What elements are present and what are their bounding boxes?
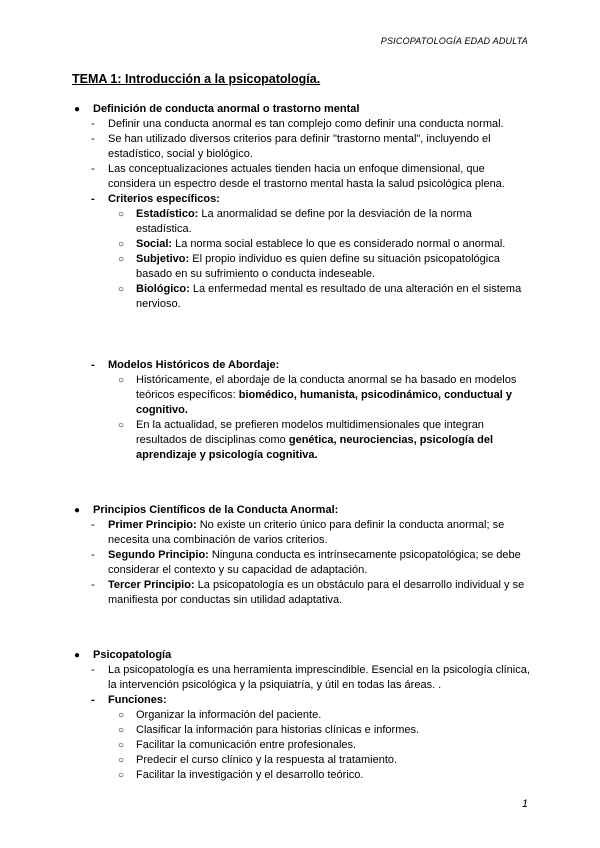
- list-item: ○ Subjetivo: El propio individuo es quien define su situación psicopatológica basado en su sufrimiento o conducta indeseable.: [118, 253, 500, 280]
- circle-bullet-icon: ○: [118, 755, 125, 766]
- dash-icon: -: [91, 193, 95, 205]
- list-item: ○ Predecir el curso clínico y la respuesta al tratamiento.: [118, 754, 398, 766]
- list-item: ○ Clasificar la información para historias clínicas e informes.: [118, 724, 420, 736]
- spacer: [0, 463, 600, 503]
- list-item: ○ En la actualidad, se prefieren modelos multidimensionales que integran resultados de disciplinas como genética, neurociencias, psicología del aprendizaje y psicología cognitiva.: [118, 419, 494, 461]
- list-item: ○ Estadístico: La anormalidad se define por la desviación de la norma estadística.: [118, 208, 472, 235]
- circle-bullet-icon: ○: [118, 209, 125, 220]
- spacer: [0, 608, 600, 648]
- dash-icon: -: [91, 359, 95, 371]
- list-item: ○ Históricamente, el abordaje de la conducta anormal se ha basado en modelos teóricos específicos: biomédico, humanista, psicodinámico, conductual y cognitivo.: [118, 374, 517, 416]
- subheading-modelos: - Modelos Históricos de Abordaje:: [91, 359, 280, 371]
- dash-icon: -: [91, 579, 95, 591]
- dash-icon: -: [91, 694, 95, 706]
- running-header: PSICOPATOLOGÍA EDAD ADULTA: [380, 36, 528, 46]
- circle-bullet-icon: ○: [118, 420, 125, 431]
- list-item: ○ Social: La norma social establece lo que es considerado normal o anormal.: [118, 238, 506, 250]
- list-item: - Definir una conducta anormal es tan complejo como definir una conducta normal.: [91, 118, 504, 130]
- dash-icon: -: [91, 549, 95, 561]
- list-item: ○ Organizar la información del paciente.: [118, 709, 322, 721]
- bullet-icon: ●: [74, 104, 81, 115]
- list-item: ○ Facilitar la investigación y el desarrollo teórico.: [118, 769, 364, 781]
- section-heading-principios: ● Principios Científicos de la Conducta Anormal:: [74, 504, 339, 516]
- bullet-icon: ●: [74, 650, 81, 661]
- dash-icon: -: [91, 163, 95, 175]
- list-item: ○ Facilitar la comunicación entre profesionales.: [118, 739, 357, 751]
- list-item: - Tercer Principio: La psicopatología es un obstáculo para el desarrollo individual y se manifiesta por conductas sin utilidad adaptativa.: [91, 579, 525, 606]
- circle-bullet-icon: ○: [118, 239, 125, 250]
- circle-bullet-icon: ○: [118, 770, 125, 781]
- spacer: [0, 312, 600, 358]
- list-item: - Primer Principio: No existe un criterio único para definir la conducta anormal; se necesita una combinación de varios criterios.: [91, 519, 505, 546]
- circle-bullet-icon: ○: [118, 725, 125, 736]
- section-heading-definicion: ● Definición de conducta anormal o trastorno mental: [74, 103, 360, 115]
- page-title: TEMA 1: Introducción a la psicopatología.: [72, 72, 321, 86]
- subheading-funciones: - Funciones:: [91, 694, 167, 706]
- document-body: [0, 102, 600, 783]
- page-number: 1: [521, 798, 528, 810]
- dash-icon: -: [91, 519, 95, 531]
- dash-icon: -: [91, 118, 95, 130]
- section-heading-psicopatologia: ● Psicopatología: [74, 649, 172, 661]
- dash-icon: -: [91, 133, 95, 145]
- circle-bullet-icon: ○: [118, 740, 125, 751]
- circle-bullet-icon: ○: [118, 254, 125, 265]
- circle-bullet-icon: ○: [118, 375, 125, 386]
- list-item: ○ Biológico: La enfermedad mental es resultado de una alteración en el sistema nervioso.: [118, 283, 522, 310]
- dash-icon: -: [91, 664, 95, 676]
- circle-bullet-icon: ○: [118, 284, 125, 295]
- list-item: - Se han utilizado diversos criterios para definir "trastorno mental", incluyendo el estadístico, social y biológico.: [91, 133, 491, 160]
- list-item: - La psicopatología es una herramienta imprescindible. Esencial en la psicología clínica, la intervención psicológica y la psiquiatría, y útil en todas las áreas. .: [91, 664, 530, 691]
- list-item: - Las conceptualizaciones actuales tienden hacia un enfoque dimensional, que considera un espectro desde el trastorno mental hasta la salud psicológica plena.: [91, 163, 505, 190]
- circle-bullet-icon: ○: [118, 710, 125, 721]
- subheading-criterios: - Criterios específicos:: [91, 193, 220, 205]
- bullet-icon: ●: [74, 505, 81, 516]
- list-item: - Segundo Principio: Ninguna conducta es intrínsecamente psicopatológica; se debe considerar el contexto y su capacidad de adaptación.: [91, 549, 521, 576]
